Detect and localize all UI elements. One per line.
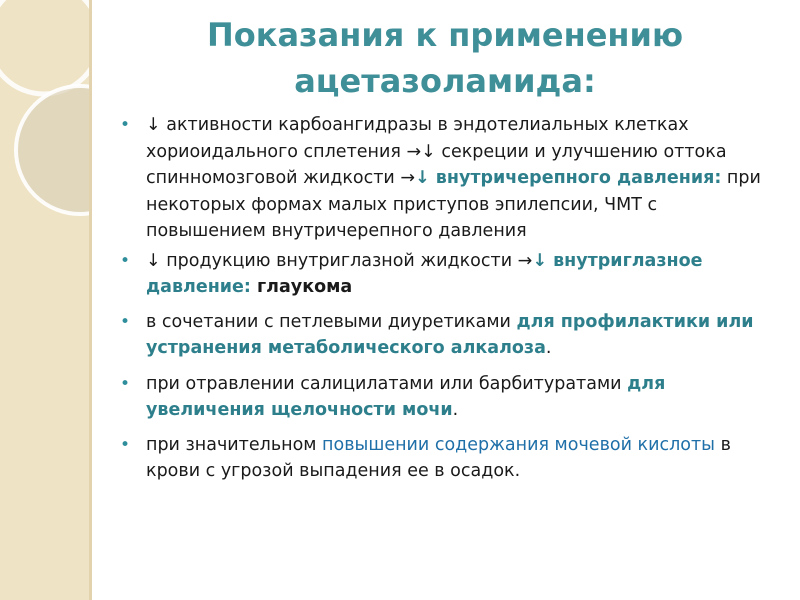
- slide-title-line-2: ацетазоламида:: [294, 62, 596, 100]
- bullet-dot-icon: •: [120, 373, 131, 394]
- slide-title: [110, 12, 780, 104]
- decorative-circles: [0, 0, 89, 600]
- bullet-emphasis-blue: повышении содержания мочевой кислоты: [322, 434, 715, 455]
- bullet-dot-icon: •: [120, 434, 131, 455]
- bullet-item: [118, 432, 778, 485]
- bullet-dot-icon: •: [120, 250, 131, 271]
- bullet-text: .: [452, 400, 459, 420]
- bullet-text: при отравлении салицилатами или барбитуратами: [146, 373, 628, 394]
- decorative-side-panel: [0, 0, 89, 600]
- bullet-item: [118, 112, 778, 245]
- side-panel-border: [89, 0, 92, 600]
- bullet-text: в крови с угрозой выпадения ее в осадок.: [146, 434, 731, 481]
- bullet-text: при некоторых формах малых приступов эпилепсии, ЧМТ с повышением внутричерепного давления: [146, 168, 761, 241]
- bullet-emphasis: для увеличения щелочности мочи: [146, 373, 666, 420]
- slide-title-line-1: Показания к применению: [206, 16, 684, 54]
- bullet-item: [118, 371, 778, 424]
- bullet-emphasis-dark: глаукома: [250, 277, 353, 297]
- bullet-emphasis: ↓ внутричерепного давления:: [415, 168, 722, 188]
- bullet-text: при значительном: [146, 434, 323, 455]
- bullet-dot-icon: •: [120, 115, 131, 135]
- bullet-text: в сочетании с петлевыми диуретиками: [146, 311, 517, 332]
- bullet-list: [118, 112, 778, 491]
- bullet-text: ↓ активности карбоангидразы в эндотелиальных клетках хориоидального сплетения →↓ секреции и улучшению оттока спинномозговой жидкости →: [146, 115, 727, 188]
- bullet-dot-icon: •: [120, 311, 131, 332]
- bullet-item: [118, 248, 778, 301]
- bullet-item: [118, 309, 778, 362]
- bullet-text: .: [545, 338, 552, 358]
- bullet-emphasis: ↓ внутриглазное давление:: [146, 250, 703, 297]
- bullet-text: ↓ продукцию внутриглазной жидкости →: [146, 250, 533, 271]
- bullet-emphasis: для профилактики или устранения метаболического алкалоза: [146, 311, 754, 358]
